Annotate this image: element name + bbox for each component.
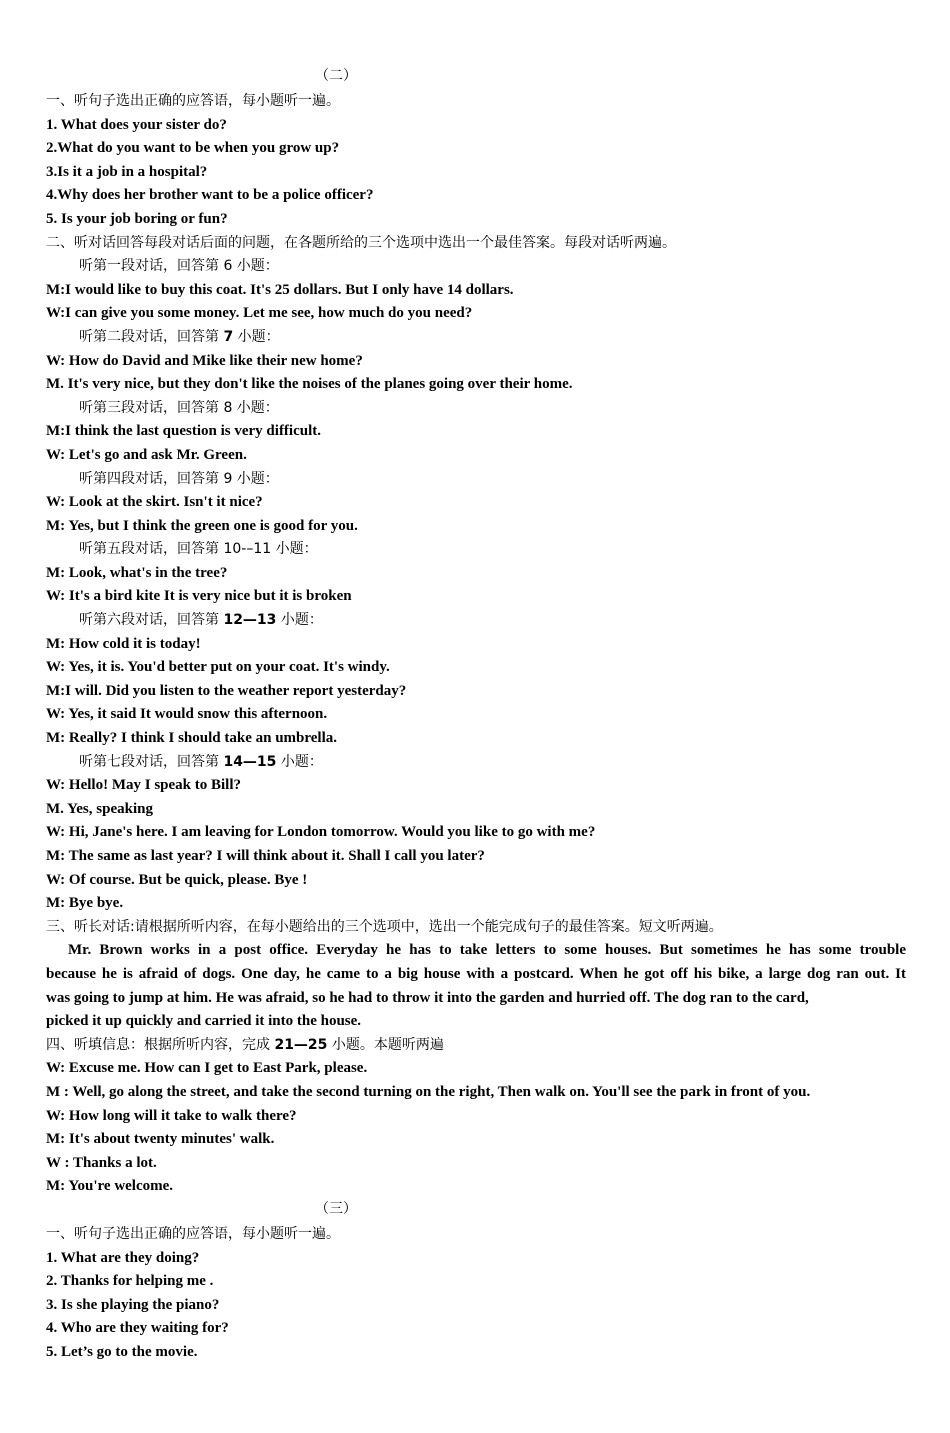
question-item: 3. Is she playing the piano?: [46, 1296, 220, 1313]
question-item: 3.Is it a job in a hospital?: [46, 163, 208, 180]
part-two-title: （二）: [315, 69, 357, 84]
question-item: 2.What do you want to be when you grow up?: [46, 140, 340, 157]
dialogue-line: W:I can give you some money. Let me see, how much do you need?: [46, 305, 473, 322]
dialogue-intro: [46, 326, 906, 350]
question-item: 4.Why does her brother want to be a police officer?: [46, 187, 374, 204]
intro-number: 14—15: [223, 753, 277, 770]
dialogue-line: W: How do David and Mike like their new home?: [46, 352, 363, 369]
passage-line: picked it up quickly and carried it into the house.: [46, 1013, 362, 1030]
dialogue-line: M:I would like to buy this coat. It's 25 dollars. But I only have 14 dollars.: [46, 281, 514, 298]
dialogue-line: M. Yes, speaking: [46, 800, 153, 817]
dialogue-intro: [46, 609, 906, 633]
dialogue-line: M: The same as last year? I will think about it. Shall I call you later?: [46, 848, 485, 864]
part-three-title: （三）: [315, 1202, 357, 1217]
dialogue-line: W: Yes, it is. You'd better put on your coat. It's windy.: [46, 659, 390, 676]
dialogue-line: W: Hello! May I speak to Bill?: [46, 777, 241, 794]
question-item: 1. What does your sister do?: [46, 116, 227, 133]
heading-number: 21—25: [274, 1036, 328, 1053]
question-item: 4. Who are they waiting for?: [46, 1320, 229, 1337]
intro-number: 12—13: [223, 612, 277, 629]
dialogue-line: M: Bye bye.: [46, 895, 124, 912]
dialogue-line: W: How long will it take to walk there?: [46, 1107, 297, 1124]
passage-line: because he is afraid of dogs. One day, he came to a big house with a postcard. When he got off his bike, a large dog ran out. It: [46, 965, 906, 982]
dialogue-intro: 听第四段对话，回答第 9 小题：: [79, 470, 279, 487]
intro-text: 小题：: [276, 753, 323, 770]
dialogue-intro: [46, 751, 906, 775]
section-heading: 一、听句子选出正确的应答语，每小题听一遍。: [46, 93, 340, 109]
passage-line: Mr. Brown works in a post office. Everyday he has to take letters to some houses. But sometimes he has some trouble: [68, 942, 906, 959]
section-heading: 一、听句子选出正确的应答语，每小题听一遍。: [46, 1226, 340, 1242]
dialogue-line: M: It's about twenty minutes' walk.: [46, 1131, 275, 1148]
dialogue-intro: 听第五段对话，回答第 10-–11 小题：: [79, 541, 318, 558]
dialogue-intro: 听第一段对话，回答第 6 小题：: [79, 258, 279, 275]
dialogue-line: M: Yes, but I think the green one is good for you.: [46, 517, 358, 534]
dialogue-line: W: Yes, it said It would snow this afternoon.: [46, 706, 328, 723]
dialogue-line: M: How cold it is today!: [46, 635, 201, 652]
section-heading: [46, 1034, 906, 1058]
dialogue-line: M: Really? I think I should take an umbrella.: [46, 730, 338, 747]
part-two-body: [46, 90, 906, 1199]
question-item: 2. Thanks for helping me .: [46, 1273, 214, 1290]
dialogue-line: W: Excuse me. How can I get to East Park, please.: [46, 1060, 368, 1077]
dialogue-intro: 听第三段对话，回答第 8 小题：: [79, 399, 279, 416]
part-three-body: [46, 1223, 906, 1365]
dialogue-line: M: You're welcome.: [46, 1178, 174, 1195]
dialogue-line: W: Of course. But be quick, please. Bye !: [46, 871, 308, 888]
question-item: 5. Let’s go to the movie.: [46, 1343, 198, 1360]
heading-text: 小题。本题听两遍: [327, 1036, 444, 1053]
section-heading: 二、听对话回答每段对话后面的问题，在各题所给的三个选项中选出一个最佳答案。每段对话听两遍。: [46, 234, 676, 251]
question-item: 5. Is your job boring or fun?: [46, 210, 228, 227]
dialogue-line: W: Let's go and ask Mr. Green.: [46, 446, 247, 463]
passage-line: was going to jump at him. He was afraid, so he had to throw it into the garden and hurried off. The dog ran to the card,: [46, 989, 809, 1006]
dialogue-line: W: It's a bird kite It is very nice but it is broken: [46, 588, 352, 605]
intro-text: 小题：: [276, 612, 323, 629]
section-heading: 三、听长对话:请根据所听内容，在每小题给出的三个选项中，选出一个能完成句子的最佳答案。短文听两遍。: [46, 918, 723, 935]
intro-text: 听第七段对话，回答第: [79, 753, 224, 770]
intro-number: 7: [223, 328, 234, 345]
dialogue-line: W: Look at the skirt. Isn't it nice?: [46, 494, 263, 511]
question-item: 1. What are they doing?: [46, 1249, 200, 1266]
dialogue-line: M: Look, what's in the tree?: [46, 564, 228, 581]
dialogue-line: W : Thanks a lot.: [46, 1154, 157, 1171]
dialogue-line: W: Hi, Jane's here. I am leaving for London tomorrow. Would you like to go with me?: [46, 824, 596, 841]
intro-text: 听第二段对话，回答第: [79, 328, 224, 345]
dialogue-line: M : Well, go along the street, and take the second turning on the right, Then walk on. You'll see the park in front of you.: [46, 1083, 811, 1100]
intro-text: 听第六段对话，回答第: [79, 612, 224, 629]
passage: [46, 939, 906, 1033]
dialogue-line: M. It's very nice, but they don't like the noises of the planes going over their home.: [46, 376, 573, 393]
heading-text: 四、听填信息：根据所听内容，完成: [46, 1036, 275, 1053]
dialogue-line: M:I will. Did you listen to the weather report yesterday?: [46, 682, 407, 699]
intro-text: 小题：: [233, 328, 280, 345]
dialogue-line: M:I think the last question is very difficult.: [46, 423, 322, 440]
